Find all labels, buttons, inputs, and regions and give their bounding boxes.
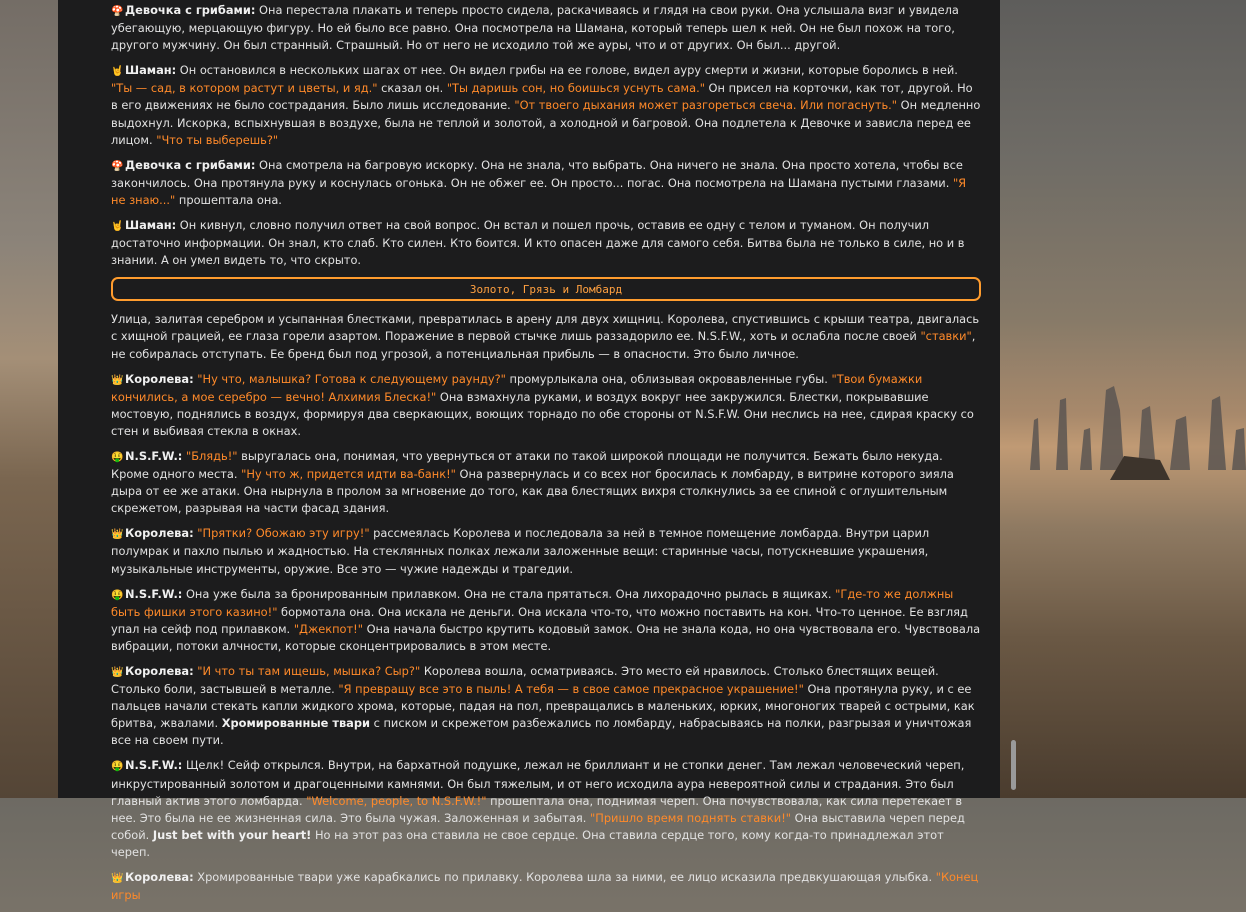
dialogue-quote: "Прятки? Обожаю эту игру!"	[197, 526, 370, 541]
narration-text: прошептала она, поднимая череп. Она почувствовала, как сила перетекает в нее. Это была не ее жизненная сила. Это была чужая. Заложенная и забытая.	[111, 793, 963, 825]
speaker-name: Королева:	[125, 526, 194, 541]
dialogue-quote: "Джекпот!"	[293, 621, 363, 636]
narration-text: , не собиралась отступать. Ее бренд был под угрозой, а потенциальная прибыль — в опасности. Это было личное.	[111, 329, 976, 361]
dialogue-quote: "Welcome, people, to N.S.F.W.!"	[306, 793, 487, 808]
dialogue-quote: "Где-то же должны быть фишки этого казино!"	[111, 586, 954, 619]
dialogue-quote: "Блядь!"	[185, 448, 238, 463]
emphasis-text: Just bet with your heart!	[152, 827, 312, 842]
speaker-name: Королева:	[125, 371, 194, 386]
dialogue-quote: "Что ты выберешь?"	[156, 132, 279, 147]
dialogue-quote: "Ну что ж, придется идти ва-банк!"	[241, 467, 456, 482]
story-paragraph	[111, 311, 981, 362]
narration-text: с писком и скрежетом разбежались по ломбарду, набрасываясь на полки, разгрызая и уничтожая все на своем пути.	[111, 716, 972, 748]
speaker-name: Шаман:	[125, 63, 177, 78]
money-face-icon: 🤑	[111, 451, 124, 463]
narration-text: прошептала она.	[175, 192, 282, 207]
dialogue-quote: "Я превращу все это в пыль! А тебя — в свое самое прекрасное украшение!"	[338, 682, 804, 697]
background-left	[0, 0, 58, 798]
speaker-name: Королева:	[125, 664, 194, 678]
dialogue-quote: "Я не знаю..."	[111, 175, 967, 207]
story-paragraph	[111, 217, 981, 269]
narration-text: Улица, залитая серебром и усыпанная блестками, превратилась в арену для двух хищниц. Королева, спустившись с крыши театра, двигалась с хищной грацией, ее глаза горели азартом. Поражение в первой стычке лишь раззадорило ее. N.S.F.W., хоть и ослабла после своей	[111, 312, 980, 344]
speaker-name: N.S.F.W.:	[125, 448, 183, 463]
dialogue-quote: "Ты — сад, в котором растут и цветы, и яд."	[111, 81, 378, 96]
dialogue-quote: "Ты даришь сон, но боишься уснуть сама."	[446, 81, 705, 96]
scrollbar-thumb[interactable]	[1011, 740, 1016, 790]
narration-text: Она выставила череп перед собой.	[111, 810, 965, 842]
crown-icon: 👑	[111, 529, 124, 541]
narration-text: сказал он.	[377, 81, 447, 96]
narration-text: Он кивнул, словно получил ответ на свой вопрос. Он встал и пошел прочь, оставив ее одну с телом и туманом. Он получил достаточно информации. Он знал, кто слаб. Кто силен. Кто боится. И кто опасен даже для самого себя. Битва была не только в силе, но и в знании. А он умел видеть то, что скрыто.	[111, 218, 965, 268]
narration-text: Королева вошла, осматриваясь. Это место ей нравилось. Столько блестящих вещей. Столько боли, застывшей в металле.	[111, 664, 939, 697]
narration-text: Она начала быстро крутить кодовый замок. Она не знала кода, но она чувствовала его. Чувствовала вибрации, потоки алчности, которые сконцентрировались в этом месте.	[111, 621, 981, 653]
dialogue-quote: "Твои бумажки кончились, а мое серебро — вечно! Алхимия Блеска!"	[111, 371, 923, 404]
dialogue-quote: "И что ты там ищешь, мышка? Сыр?"	[197, 664, 421, 678]
mushroom-icon: 🍄	[111, 160, 124, 172]
dialogue-quote: "Ну что, малышка? Готова к следующему раунду?"	[197, 371, 506, 386]
dialogue-quote: "Конец игры	[111, 870, 979, 903]
story-paragraph	[111, 62, 981, 148]
dialogue-quote: "Пришло время поднять ставки!"	[590, 810, 792, 825]
story-paragraph	[111, 2, 981, 54]
ruins-illustration	[1020, 380, 1246, 490]
hand-icon: 🤘	[111, 221, 124, 233]
story-paragraph	[111, 869, 981, 904]
chat-panel[interactable]	[58, 0, 1000, 903]
story-paragraph	[111, 448, 981, 517]
story-paragraph	[111, 371, 981, 440]
story-paragraph	[111, 586, 981, 655]
crown-icon: 👑	[111, 374, 124, 386]
money-face-icon: 🤑	[111, 589, 124, 601]
dialogue-quote: "От твоего дыхания может разгореться свеча. Или погаснуть."	[514, 98, 898, 113]
narration-text: Она уже была за бронированным прилавком. Она не стала прятаться. Она лихорадочно рылась в ящиках.	[182, 586, 836, 601]
speaker-name: N.S.F.W.:	[125, 586, 183, 601]
speaker-name: N.S.F.W.:	[125, 758, 183, 773]
dialogue-quote: "ставки"	[920, 329, 972, 344]
emphasis-text: Хромированные твари	[221, 716, 370, 731]
narration-text: Щелк! Сейф открылся. Внутри, на бархатной подушке, лежал не бриллиант и не стопки денег. Там лежал человеческий череп, инкрустированный золотом и драгоценными камнями. Он был тяжелым, и от него исходила аура невероятной силы и страдания. Это был главный актив этого ломбарда.	[111, 758, 965, 808]
narration-text: Она протянула руку, и с ее пальцев начали стекать капли жидкого хрома, которые, падая на пол, превращались в маленьких, юрких, многоногих тварей с острыми, как бритва, жвалами.	[111, 682, 975, 731]
speaker-name: Шаман:	[125, 218, 177, 233]
narration-text: Он присел на корточки, как тот, другой. Но в его движениях не было сострадания. Было лишь исследование.	[111, 81, 973, 113]
narration-text: Он медленно выдохнул. Искорка, вспыхнувшая в воздухе, была не теплой и золотой, а холодной и багровой. Она подлетела к Девочке и зависла перед ее лицом.	[111, 98, 981, 147]
crown-icon: 👑	[111, 873, 124, 885]
narration-text: Она перестала плакать и теперь просто сидела, раскачиваясь и глядя на свои руки. Она услышала визг и увидела убегающую, мерцающую фигуру. Но ей было все равно. Она посмотрела на Шамана, который теперь шел к ней. Он не был похож на того, другого мужчину. Он был странный. Страшный. Но от него не исходило той же ауры, что и от других. Он был... другой.	[111, 3, 959, 53]
scrollbar-track[interactable]	[1008, 0, 1018, 798]
narration-text: Она смотрела на багровую искорку. Она не знала, что выбрать. Она ничего не знала. Она просто хотела, чтобы все закончилось. Она протянула руку и коснулась огонька. Он не обжег ее. Он просто... погас. Она посмотрела на Шамана пустыми глазами.	[111, 157, 963, 190]
story-paragraph	[111, 525, 981, 577]
narration-text: Хромированные твари уже карабкались по прилавку. Королева шла за ними, ее лицо исказила предвкушающая улыбка.	[193, 870, 936, 885]
speaker-name: Девочка с грибами:	[125, 3, 256, 17]
story-content	[111, 0, 981, 912]
chapter-title: Золото, Грязь и Ломбард	[111, 277, 981, 301]
hand-icon: 🤘	[111, 66, 124, 78]
narration-text: промурлыкала она, облизывая окровавленные губы.	[505, 371, 832, 386]
mushroom-icon: 🍄	[111, 6, 124, 17]
crown-icon: 👑	[111, 667, 124, 678]
money-face-icon: 🤑	[111, 761, 124, 773]
speaker-name: Девочка с грибами:	[125, 157, 256, 172]
story-paragraph	[111, 157, 981, 209]
narration-text: Она развернулась и со всех ног бросилась к ломбарду, в витрине которого зияла дыра от ее же атаки. Она нырнула в пролом за мгновение до того, как два блестящих вихря столкнулись за ее спиной с оглушительным скрежетом, разрывая на части фасад здания.	[111, 467, 954, 516]
story-paragraph	[111, 757, 981, 861]
narration-text: Он остановился в нескольких шагах от нее. Он видел грибы на ее голове, видел ауру смерти и жизни, которые боролись в ней.	[176, 63, 958, 78]
narration-text: рассмеялась Королева и последовала за ней в темное помещение ломбарда. Внутри царил полумрак и пахло пылью и жадностью. На стеклянных полках лежали заложенные вещи: старинные часы, потускневшие украшения, музыкальные инструменты, оружие. Все это — чужие надежды и трагедии.	[111, 526, 930, 576]
narration-text: Но на этот раз она ставила не свое сердце. Она ставила сердце того, кому когда-то принадлежал этот череп.	[111, 827, 944, 859]
narration-text: Она взмахнула руками, и воздух вокруг нее закружился. Блестки, покрывавшие мостовую, поднялись в воздух, формируя два сверкающих, воющих торнадо по обе стороны от N.S.F.W. Они неслись на нее, сдирая краску со стен и выбивая стекла в окнах.	[111, 389, 974, 438]
speaker-name: Королева:	[125, 870, 194, 885]
narration-text: выругалась она, понимая, что увернуться от атаки по такой широкой площади не получится. Бежать было некуда. Кроме одного места.	[111, 448, 943, 482]
narration-text: бормотала она. Она искала не деньги. Она искала что-то, что можно поставить на кон. Что-то ценное. Ее взгляд упал на сейф под прилавком.	[111, 604, 968, 636]
story-paragraph	[111, 663, 981, 749]
